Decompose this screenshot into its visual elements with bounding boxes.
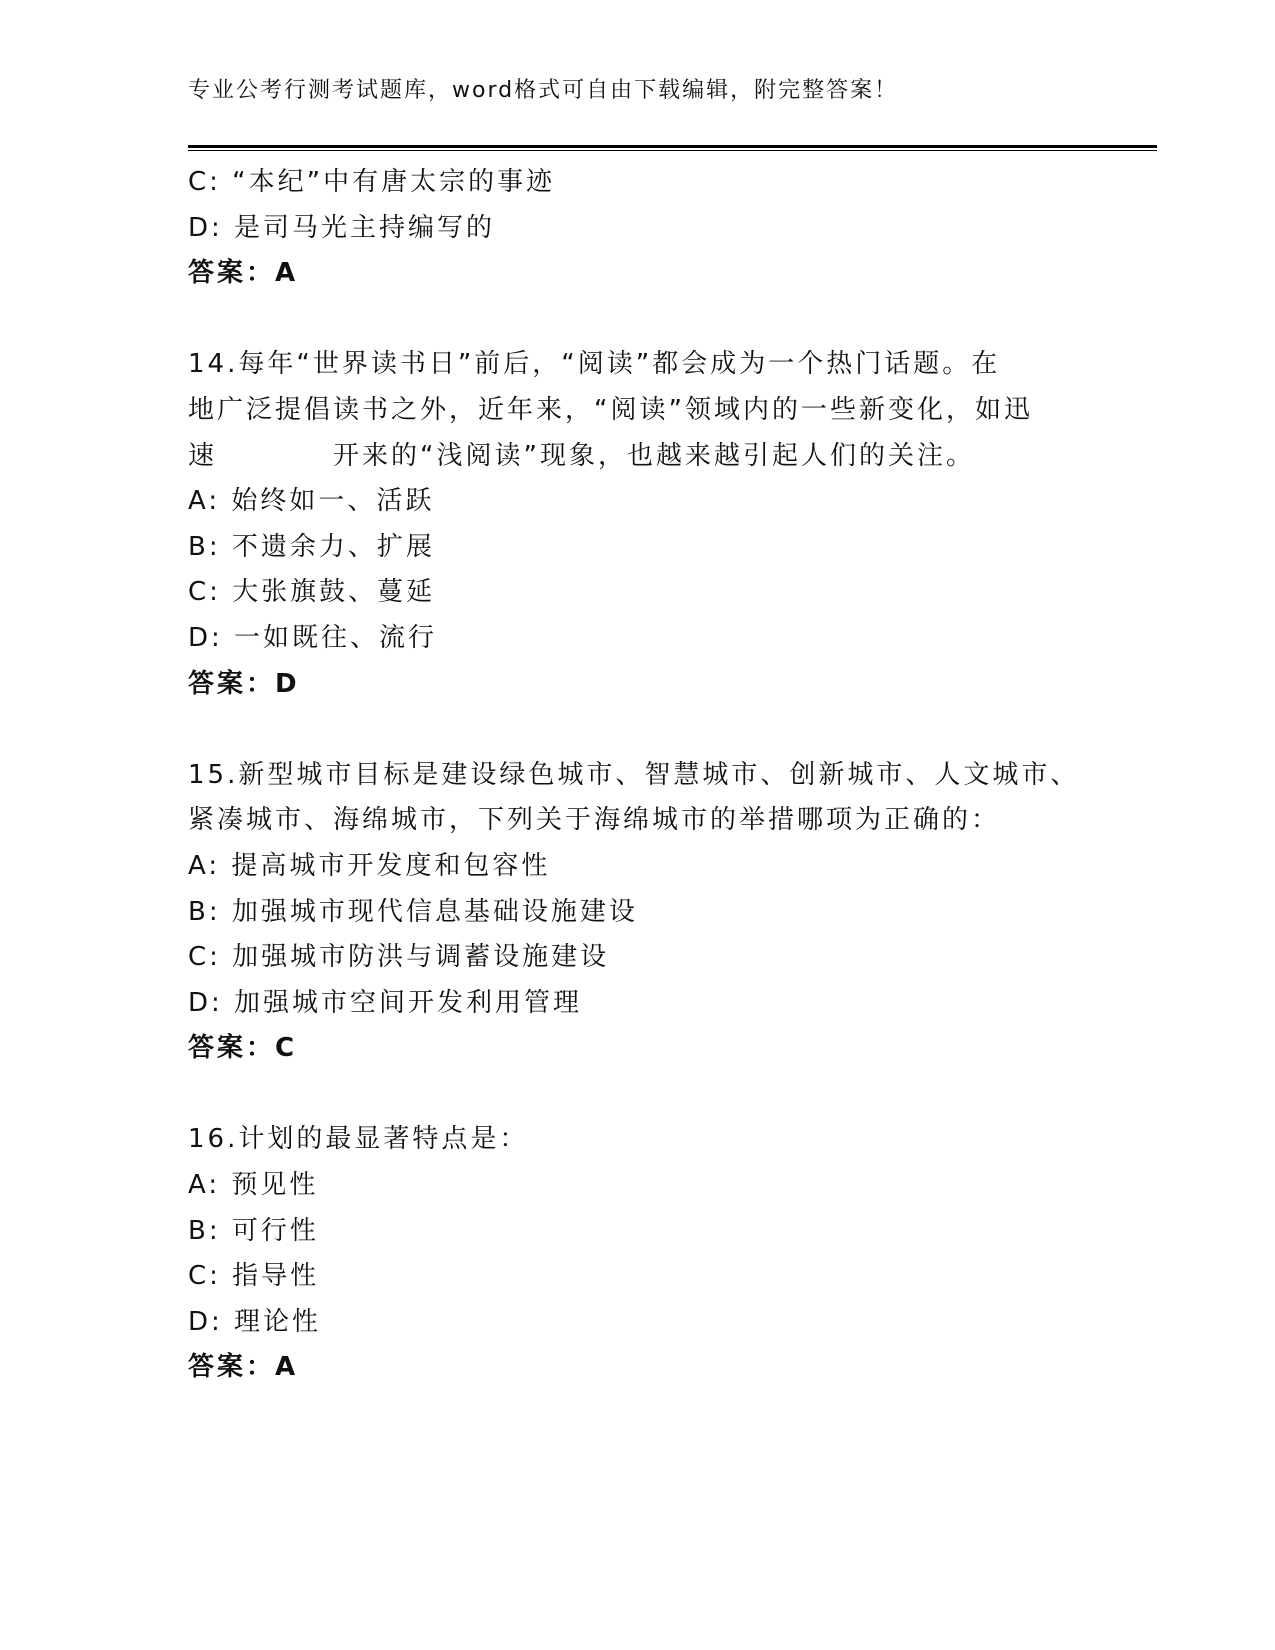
option-d: D: 一如既往、流行 [188, 622, 438, 653]
question-14 [188, 342, 1088, 707]
option-a: A: 预见性 [188, 1170, 319, 1201]
option-c: C: 大张旗鼓、蔓延 [188, 577, 436, 608]
option-c: C: 加强城市防洪与调蓄设施建设 [188, 942, 610, 973]
option-a: A: 始终如一、活跃 [188, 486, 435, 517]
option-d: D: 加强城市空间开发利用管理 [188, 987, 583, 1018]
spacer [188, 707, 1088, 753]
spacer [188, 1072, 1088, 1118]
spacer [188, 297, 1088, 343]
question-stem-line: 14.每年“世界读书日”前后，“阅读”都会成为一个热门话题。在 [188, 349, 1001, 380]
answer-label: 答案：A [188, 258, 299, 289]
option-b: B: 不遗余力、扩展 [188, 531, 435, 562]
header-divider-thin [188, 150, 1157, 151]
question-16 [188, 1117, 1088, 1391]
option-c: C: “本纪”中有唐太宗的事迹 [188, 167, 556, 197]
question-stem-line: 地广泛提倡读书之外，近年来，“阅读”领域内的一些新变化，如迅 [188, 394, 1033, 425]
question-15 [188, 753, 1088, 1072]
option-b: B: 加强城市现代信息基础设施建设 [188, 896, 638, 927]
option-d: D: 理论性 [188, 1306, 322, 1337]
question-13-tail [188, 160, 1088, 297]
option-b: B: 可行性 [188, 1215, 319, 1246]
header-divider-thick [188, 145, 1157, 148]
question-stem-line: 速 开来的“浅阅读”现象，也越来越引起人们的关注。 [188, 440, 975, 471]
question-stem-line: 紧凑城市、海绵城市，下列关于海绵城市的举措哪项为正确的： [188, 805, 1001, 836]
option-c: C: 指导性 [188, 1261, 320, 1292]
option-d: D: 是司马光主持编写的 [188, 212, 496, 243]
option-a: A: 提高城市开发度和包容性 [188, 850, 551, 881]
question-stem-line: 15.新型城市目标是建设绿色城市、智慧城市、创新城市、人文城市、 [188, 759, 1080, 790]
answer-label: 答案：D [188, 668, 300, 699]
page-header: 专业公考行测考试题库，word格式可自由下载编辑，附完整答案！ [188, 78, 899, 103]
question-stem-line: 16.计划的最显著特点是： [188, 1124, 529, 1155]
answer-label: 答案：A [188, 1352, 299, 1383]
answer-label: 答案：C [188, 1033, 298, 1064]
question-content [188, 160, 1088, 1391]
